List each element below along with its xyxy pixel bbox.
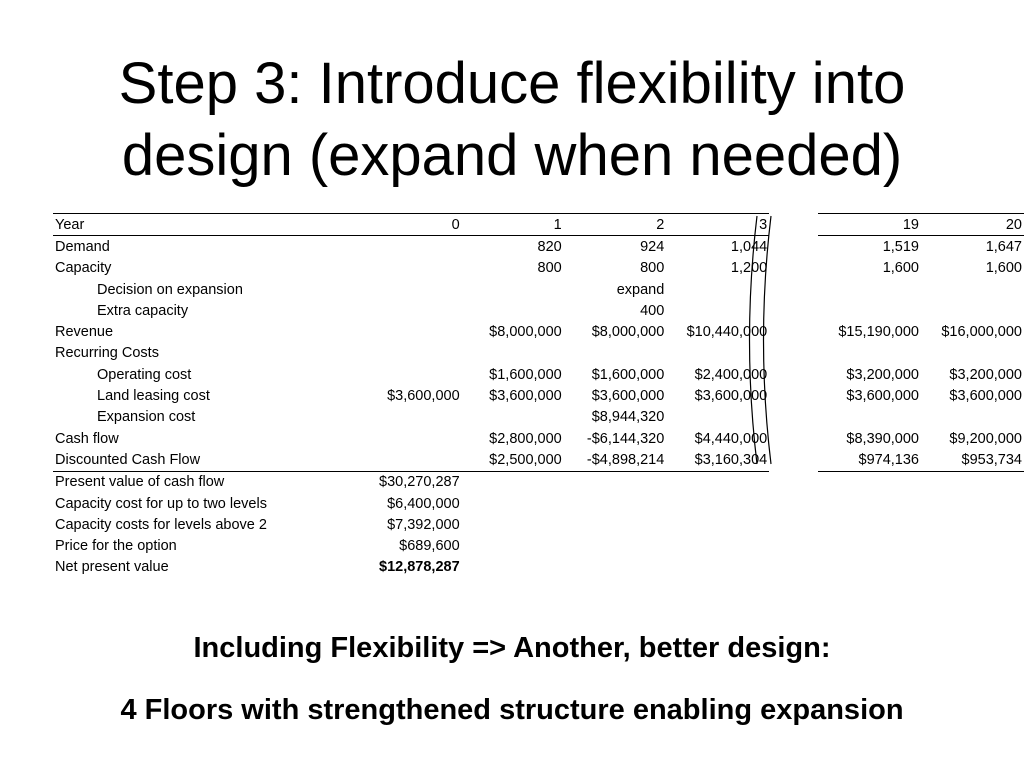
row-label: Recurring Costs <box>55 345 159 362</box>
cell-year-1 <box>462 407 564 428</box>
row-label: Decision on expansion <box>97 281 243 298</box>
cell-year-3: $3,600,000 <box>694 388 768 405</box>
cell-year-2: 800 <box>640 260 665 277</box>
cell-year-1: 800 <box>537 260 562 277</box>
cell-year-19 <box>818 300 921 321</box>
cell-year-0 <box>354 300 461 321</box>
cell-year-20: $3,600,000 <box>949 388 1022 405</box>
cell-year-2: 400 <box>640 302 665 319</box>
row-label: Revenue <box>55 324 114 341</box>
cash-flow-table <box>53 213 1024 578</box>
cell-year-20: $9,200,000 <box>949 430 1022 447</box>
net-present-value: $12,878,287 <box>379 559 460 576</box>
cell-year-1 <box>462 343 564 364</box>
summary-label: Net present value <box>55 559 169 576</box>
cell-year-19: $3,200,000 <box>846 366 919 383</box>
header-year-20: 20 <box>921 214 1024 236</box>
cell-year-19: 1,600 <box>882 260 919 277</box>
cell-year-2: $8,000,000 <box>591 324 665 341</box>
cell-year-3: $3,160,304 <box>666 449 769 471</box>
table-row-capacity <box>53 258 1024 279</box>
table-row-recurring-costs <box>53 343 1024 364</box>
row-label: Land leasing cost <box>97 388 210 405</box>
cell-year-2: -$4,898,214 <box>564 449 667 471</box>
cell-year-1 <box>462 279 564 300</box>
summary-value: $30,270,287 <box>379 474 460 491</box>
row-label: Cash flow <box>55 430 119 447</box>
summary-value: $689,600 <box>399 538 460 555</box>
cell-year-1: $2,500,000 <box>462 449 564 471</box>
table-row-operating-cost <box>53 364 1024 385</box>
row-label: Extra capacity <box>97 302 189 319</box>
cell-year-2: $8,944,320 <box>591 409 665 426</box>
cell-year-3: $2,400,000 <box>694 366 768 383</box>
cell-year-3: 1,044 <box>730 238 768 255</box>
header-year-1: 1 <box>462 214 564 236</box>
table-header-row <box>53 214 1024 236</box>
cell-year-19: $15,190,000 <box>838 324 919 341</box>
summary-label: Price for the option <box>55 538 177 555</box>
cell-year-1 <box>462 300 564 321</box>
footer-line-1: Including Flexibility => Another, better design: <box>193 632 831 664</box>
table-row-cash-flow <box>53 428 1024 449</box>
cell-year-20 <box>921 300 1024 321</box>
cell-year-2 <box>564 343 667 364</box>
footer-line-2: 4 Floors with strengthened structure enabling expansion <box>120 694 904 726</box>
summary-row-price-for-option <box>53 535 1024 556</box>
summary-label: Capacity cost for up to two levels <box>55 495 267 512</box>
cell-year-0 <box>354 449 461 471</box>
cell-year-20 <box>921 279 1024 300</box>
cell-year-1: $8,000,000 <box>489 324 562 341</box>
cell-year-0 <box>354 407 461 428</box>
break-line-right <box>764 216 772 464</box>
cell-year-19: $8,390,000 <box>846 430 919 447</box>
row-label: Discounted Cash Flow <box>53 449 354 471</box>
cell-year-19: $3,600,000 <box>846 388 919 405</box>
table-row-land-leasing-cost <box>53 385 1024 406</box>
table-row-demand <box>53 236 1024 258</box>
row-label: Demand <box>55 238 110 255</box>
cell-year-3: $10,440,000 <box>686 324 768 341</box>
summary-row-capacity-cost-two-levels <box>53 493 1024 514</box>
summary-label: Capacity costs for levels above 2 <box>55 516 267 533</box>
header-year-19: 19 <box>818 214 921 236</box>
table-row-expansion-cost <box>53 407 1024 428</box>
cell-year-3: $4,440,000 <box>694 430 768 447</box>
table-row-revenue <box>53 321 1024 342</box>
cell-year-0 <box>354 236 461 258</box>
cell-year-0 <box>354 258 461 279</box>
cell-year-19 <box>818 407 921 428</box>
cell-year-1: $2,800,000 <box>489 430 562 447</box>
cell-year-2: 924 <box>640 238 665 255</box>
summary-row-capacity-costs-above-2 <box>53 514 1024 535</box>
cell-year-1: $1,600,000 <box>489 366 562 383</box>
title-line-1: Step 3: Introduce flexibility into <box>118 51 906 116</box>
cell-year-19: 1,519 <box>882 238 919 255</box>
cell-year-19 <box>818 343 921 364</box>
row-label: Operating cost <box>97 366 192 383</box>
cell-year-2: $1,600,000 <box>591 366 665 383</box>
cell-year-2: $3,600,000 <box>591 388 665 405</box>
cell-year-20 <box>921 343 1024 364</box>
summary-value: $6,400,000 <box>387 495 460 512</box>
cell-year-0 <box>354 279 461 300</box>
cell-year-0 <box>354 428 461 449</box>
column-break-marks <box>740 214 780 466</box>
cell-year-2: -$6,144,320 <box>586 430 665 447</box>
header-year-2: 2 <box>564 214 667 236</box>
cell-year-20: $953,734 <box>921 449 1024 471</box>
cell-year-1: $3,600,000 <box>489 388 562 405</box>
cell-year-20 <box>921 407 1024 428</box>
cell-year-20: 1,647 <box>985 238 1022 255</box>
row-label: Expansion cost <box>97 409 196 426</box>
summary-row-present-value <box>53 471 1024 493</box>
header-year-0: 0 <box>354 214 461 236</box>
summary-row-net-present-value <box>53 557 1024 578</box>
cell-year-0 <box>354 321 461 342</box>
cell-year-20: 1,600 <box>985 260 1022 277</box>
cell-year-19: $974,136 <box>818 449 921 471</box>
cell-year-3: 1,200 <box>730 260 768 277</box>
slide-title <box>0 48 1024 192</box>
cell-year-0 <box>354 364 461 385</box>
cell-year-1: 820 <box>537 238 562 255</box>
table-row-extra-capacity <box>53 300 1024 321</box>
summary-label: Present value of cash flow <box>55 474 225 491</box>
summary-value: $7,392,000 <box>387 516 460 533</box>
cell-year-20: $3,200,000 <box>949 366 1022 383</box>
table-row-decision-on-expansion <box>53 279 1024 300</box>
cell-year-20: $16,000,000 <box>941 324 1022 341</box>
cell-year-2: expand <box>616 281 665 298</box>
header-year-label: Year <box>53 214 354 236</box>
row-label: Capacity <box>55 260 112 277</box>
cell-year-19 <box>818 279 921 300</box>
break-line-left <box>750 216 758 464</box>
cell-year-0: $3,600,000 <box>387 388 460 405</box>
table-row-discounted-cash-flow <box>53 449 1024 471</box>
title-line-2: design (expand when needed) <box>121 123 903 188</box>
cell-year-0 <box>354 343 461 364</box>
header-year-3: 3 <box>666 214 769 236</box>
